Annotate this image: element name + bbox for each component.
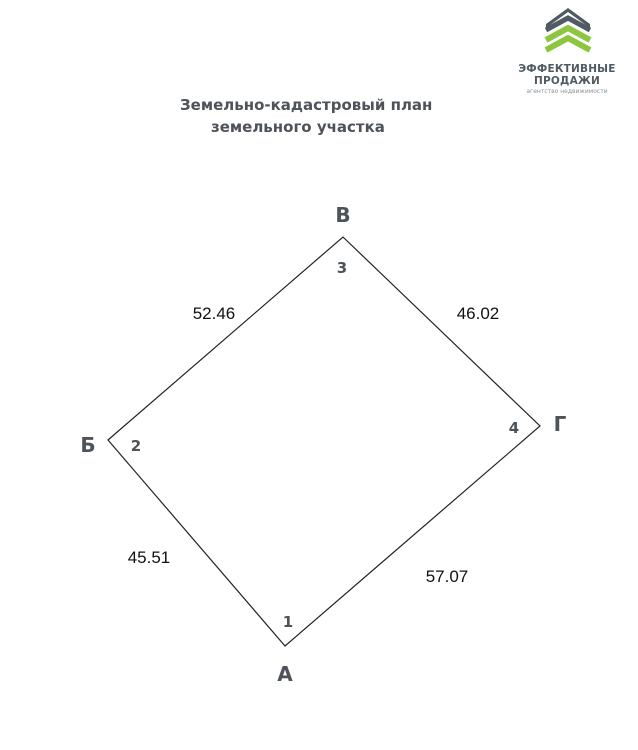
vertex-letter-a: А [277,662,293,686]
page-title-line1: Земельно-кадастровый план [180,96,433,114]
vertex-number-2: 2 [130,437,142,455]
page-title-line2: земельного участка [211,118,385,136]
logo-text-line2: ПРОДАЖИ [534,75,600,87]
vertex-letter-g: Г [553,412,567,436]
vertex-letter-v: В [335,203,351,227]
vertex-number-3: 3 [336,259,348,277]
vertex-number-4: 4 [508,419,520,437]
side-length-ab: 45.51 [127,548,171,567]
plot-boundary [108,237,540,646]
logo-text-line1: ЭФФЕКТИВНЫЕ [518,63,616,75]
side-length-bv: 52.46 [192,304,236,323]
side-length-vg: 46.02 [456,304,500,323]
side-length-ga: 57.07 [425,567,469,586]
logo-subtitle: агентство недвижимости [526,88,608,95]
vertex-number-1: 1 [282,613,294,631]
vertex-letter-b: Б [80,433,96,457]
